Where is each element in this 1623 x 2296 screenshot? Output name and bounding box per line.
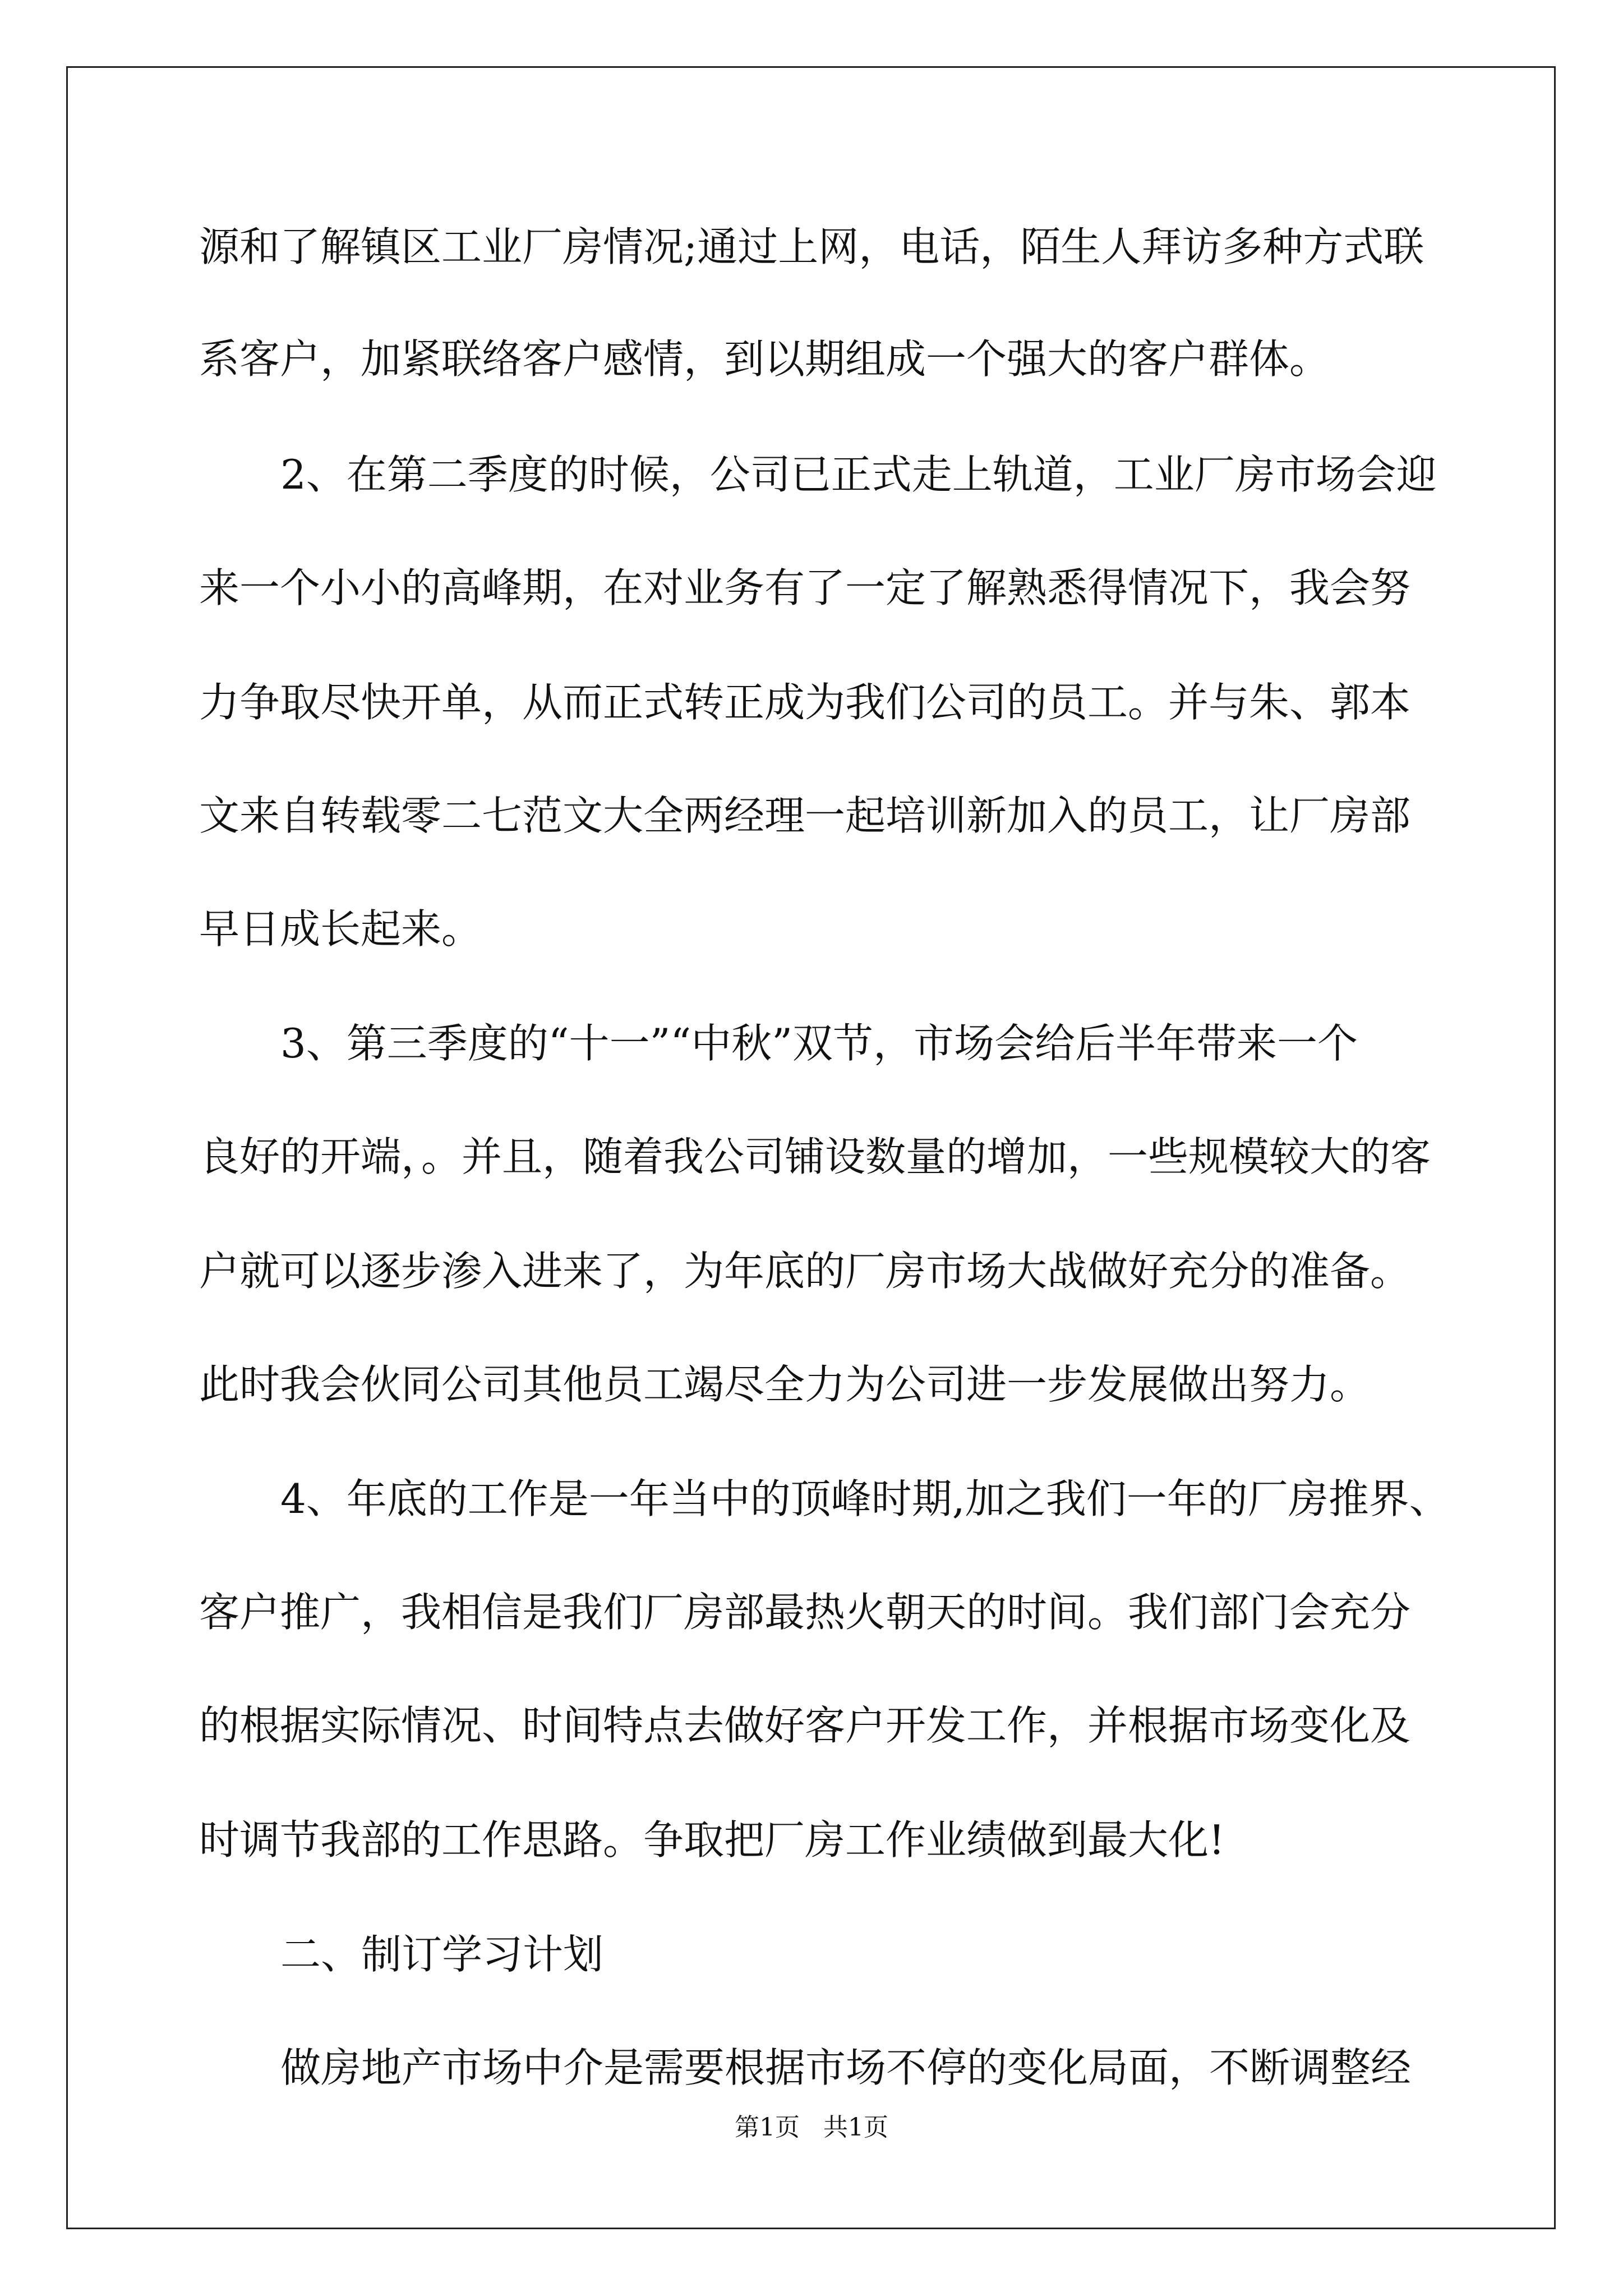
text-line: 客户推广，我相信是我们厂房部最热火朝天的时间。我们部门会充分 [199,1589,1411,1636]
text-line: 力争取尽快开单，从而正式转正成为我们公司的员工。并与朱、郭本 [199,679,1411,726]
text-line: 源和了解镇区工业厂房情况;通过上网，电话，陌生人拜访多种方式联 [199,223,1424,270]
text-line: 的根据实际情况、时间特点去做好客户开发工作，并根据市场变化及 [199,1702,1411,1749]
text-line: 系客户，加紧联络客户感情，到以期组成一个强大的客户群体。 [199,335,1330,383]
text-line: 良好的开端，。并且，随着我公司铺设数量的增加，一些规模较大的客 [199,1133,1431,1180]
paragraph-start: 做房地产市场中介是需要根据市场不停的变化局面，不断调整经 [280,2044,1412,2091]
text-line: 时调节我部的工作思路。争取把厂房工作业绩做到最大化! [199,1816,1225,1864]
text-line: 来一个小小的高峰期，在对业务有了一定了解熟悉得情况下，我会努 [199,564,1411,611]
text-line: 文来自转载零二七范文大全两经理一起培训新加入的员工，让厂房部 [199,792,1411,839]
text-line: 此时我会伙同公司其他员工竭尽全力为公司进一步发展做出努力。 [199,1361,1371,1408]
page-number-footer: 第1页 共1页 [735,2113,888,2142]
paragraph-3-start: 3、第三季度的“十一”“中秋”双节，市场会给后半年带来一个 [280,1020,1358,1067]
paragraph-4-start: 4、年底的工作是一年当中的顶峰时期,加之我们一年的厂房推界、 [280,1475,1450,1522]
text-line: 早日成长起来。 [199,905,482,953]
text-line: 户就可以逐步渗入进来了，为年底的厂房市场大战做好充分的准备。 [199,1248,1411,1295]
section-heading: 二、制订学习计划 [280,1931,604,1978]
paragraph-2-start: 2、在第二季度的时候，公司已正式走上轨道，工业厂房市场会迎 [280,451,1437,498]
